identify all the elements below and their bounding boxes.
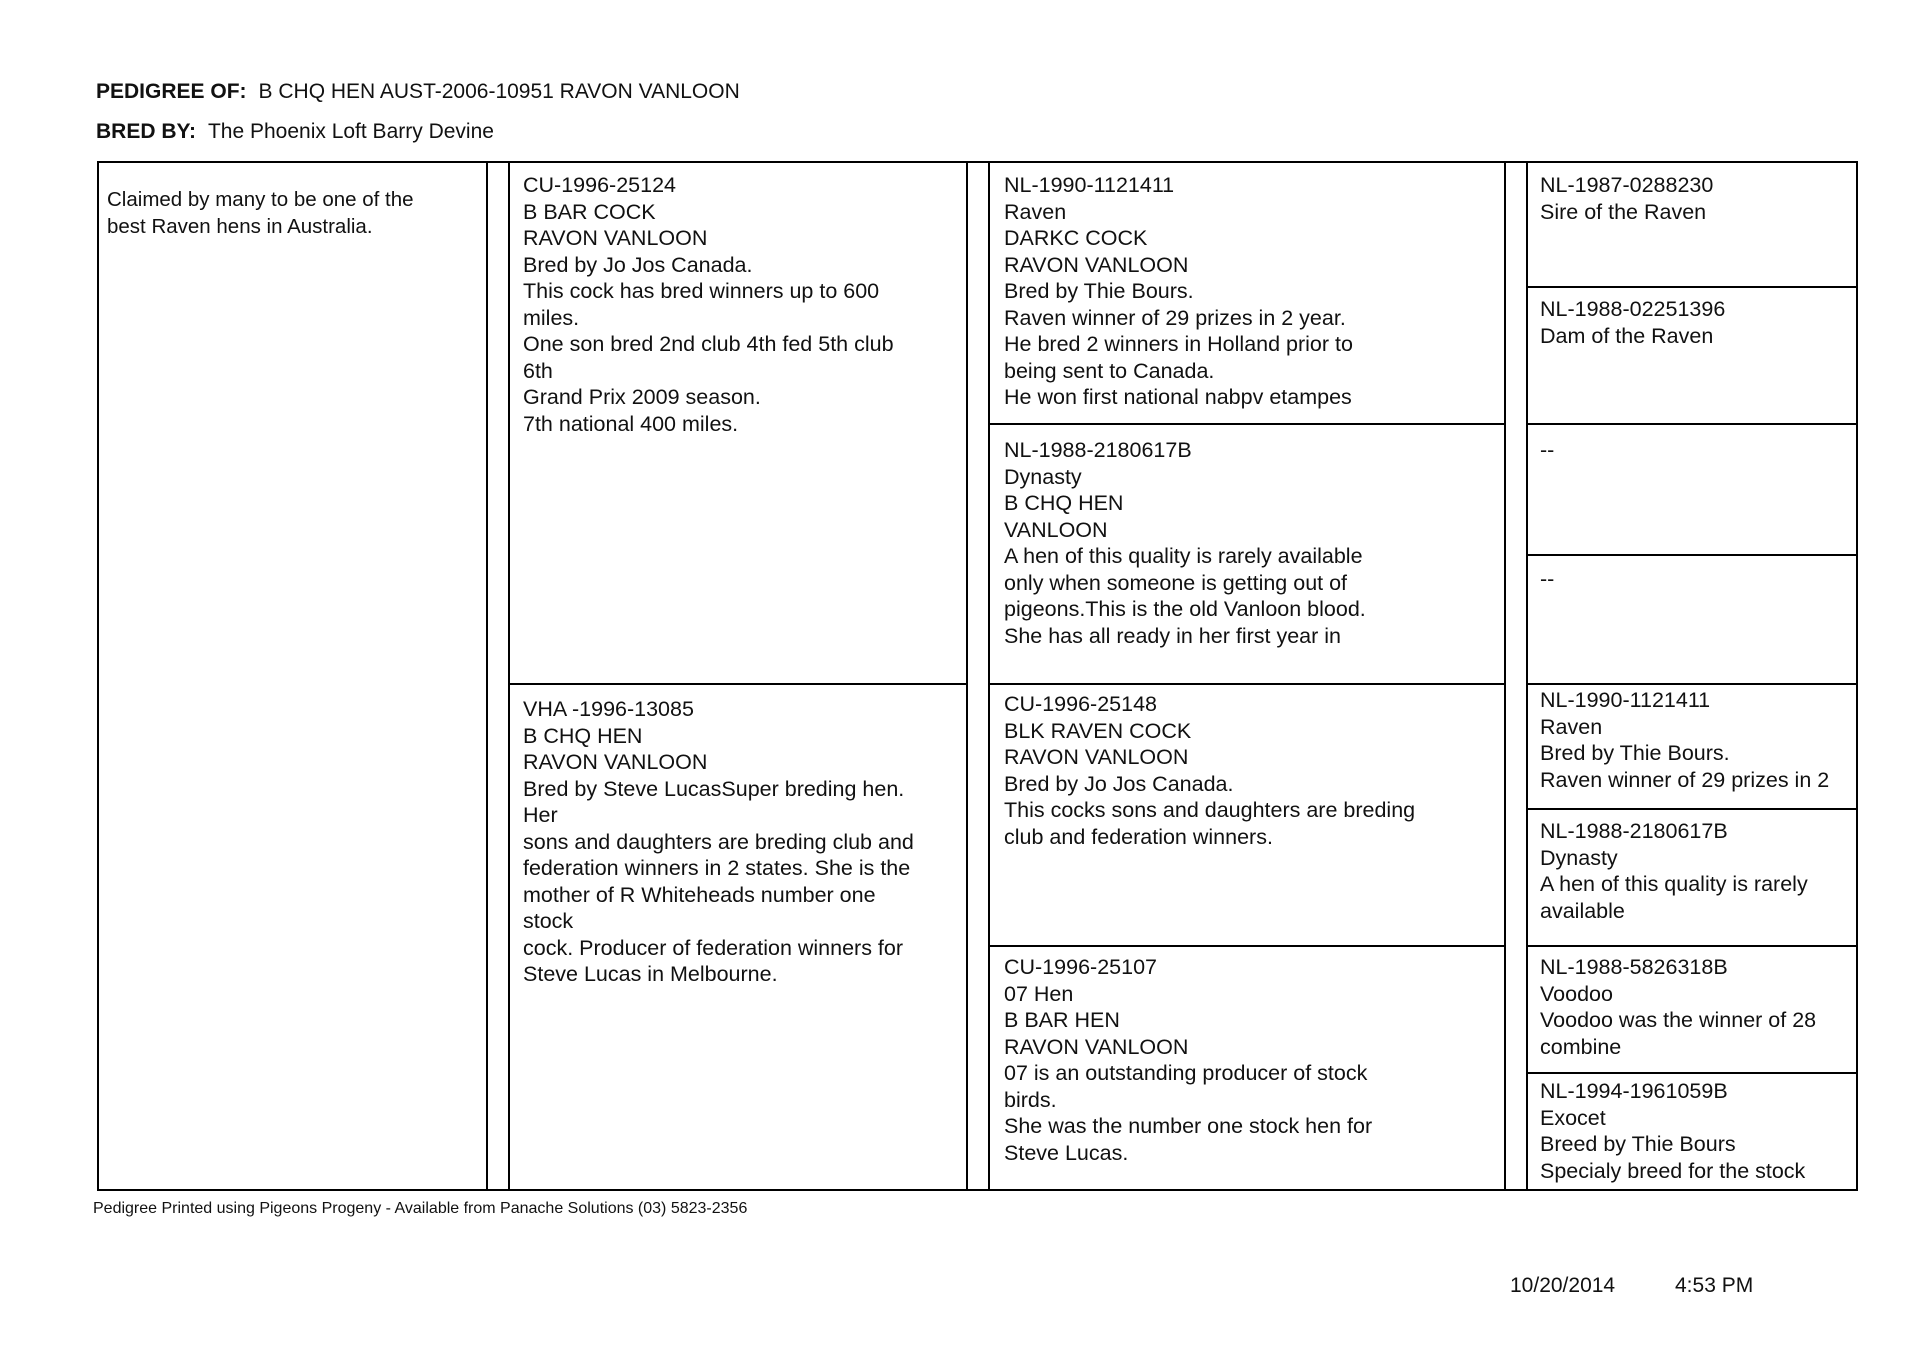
dam-dam-cell bbox=[1004, 954, 1502, 1166]
ring-number: NL-1988-02251396 bbox=[1540, 297, 1726, 321]
text-line: sons and daughters are breding club and bbox=[523, 829, 914, 854]
ring-number: NL-1990-1121411 bbox=[1004, 173, 1175, 197]
text-line: Exocet bbox=[1540, 1105, 1606, 1130]
ring-number: CU-1996-25107 bbox=[1004, 955, 1157, 979]
row-divider bbox=[1526, 808, 1858, 810]
text-line: Voodoo bbox=[1540, 981, 1613, 1006]
text-line: Dam of the Raven bbox=[1540, 323, 1714, 348]
text-line: Raven winner of 29 prizes in 2 year. bbox=[1004, 305, 1346, 330]
text-line: A hen of this quality is rarely available bbox=[1004, 544, 1363, 568]
bred-by-label: BRED BY: bbox=[96, 120, 196, 143]
text-line: federation winners in 2 states. She is the bbox=[523, 856, 911, 880]
text-line: Voodoo was the winner of 28 bbox=[1540, 1008, 1817, 1032]
text-line: 7th national 400 miles. bbox=[523, 411, 739, 436]
row-divider bbox=[988, 423, 1506, 425]
text-line: mother of R Whiteheads number one bbox=[523, 882, 876, 907]
text-line: Raven bbox=[1540, 714, 1603, 739]
text-line: B BAR COCK bbox=[523, 199, 656, 224]
text-line: combine bbox=[1540, 1034, 1622, 1059]
text-line: available bbox=[1540, 898, 1625, 923]
ring-number: VHA -1996-13085 bbox=[523, 697, 694, 721]
text-line: She has all ready in her first year in bbox=[1004, 623, 1341, 648]
text-line: A hen of this quality is rarely bbox=[1540, 872, 1808, 896]
row-divider bbox=[1526, 554, 1858, 556]
ring-number: NL-1990-1121411 bbox=[1540, 688, 1711, 712]
table-bottom-border bbox=[97, 1189, 1858, 1191]
footer-note: Pedigree Printed using Pigeons Progeny - Available from Panache Solutions (03) 5823-2356 bbox=[93, 1200, 748, 1217]
bred-by-header bbox=[96, 120, 494, 144]
gen3-cell-dss bbox=[1540, 687, 1854, 793]
table-top-border bbox=[97, 161, 1858, 163]
ring-number: CU-1996-25148 bbox=[1004, 692, 1157, 716]
dam-sire-cell bbox=[1004, 691, 1502, 850]
text-line: He won first national nabpv etampes bbox=[1004, 385, 1352, 409]
gen3-cell-dds bbox=[1540, 954, 1854, 1060]
text-line: BLK RAVEN COCK bbox=[1004, 718, 1192, 743]
print-time: 4:53 PM bbox=[1675, 1274, 1754, 1297]
sire-cell bbox=[523, 172, 963, 437]
text-line: Raven bbox=[1004, 199, 1067, 224]
sire-dam-cell bbox=[1004, 437, 1502, 649]
pedigree-header bbox=[96, 80, 740, 104]
text-line: VANLOON bbox=[1004, 517, 1108, 542]
table-left-border bbox=[97, 161, 99, 1191]
gen3-cell-ssd bbox=[1540, 296, 1854, 349]
subject-note bbox=[107, 186, 479, 240]
gen3-cell-sss bbox=[1540, 172, 1854, 225]
row-divider bbox=[1526, 423, 1858, 425]
dam-cell bbox=[523, 696, 963, 988]
text-line: This cocks sons and daughters are breding bbox=[1004, 798, 1416, 822]
text-line: being sent to Canada. bbox=[1004, 358, 1215, 383]
text-line: Raven winner of 29 prizes in 2 bbox=[1540, 767, 1830, 792]
text-line: best Raven hens in Australia. bbox=[107, 215, 373, 238]
text-line: Bred by Steve LucasSuper breding hen. bbox=[523, 776, 905, 801]
text-line: RAVON VANLOON bbox=[1004, 1034, 1189, 1059]
text-line: stock bbox=[523, 909, 574, 933]
text-line: -- bbox=[1540, 567, 1555, 591]
text-line: RAVON VANLOON bbox=[1004, 252, 1189, 277]
text-line: RAVON VANLOON bbox=[1004, 745, 1189, 769]
text-line: only when someone is getting out of bbox=[1004, 570, 1348, 595]
row-divider bbox=[1526, 945, 1858, 947]
text-line: One son bred 2nd club 4th fed 5th club bbox=[523, 332, 894, 356]
text-line: Bred by Thie Bours. bbox=[1004, 279, 1194, 303]
text-line: Claimed by many to be one of the bbox=[107, 188, 414, 211]
text-line: RAVON VANLOON bbox=[523, 226, 708, 250]
text-line: B CHQ HEN bbox=[523, 723, 643, 748]
text-line: Dynasty bbox=[1540, 845, 1618, 870]
ring-number: NL-1988-2180617B bbox=[1540, 819, 1728, 843]
bred-by-value: The Phoenix Loft Barry Devine bbox=[207, 120, 494, 143]
column-divider bbox=[508, 161, 510, 1191]
text-line: -- bbox=[1540, 438, 1555, 462]
gen3-cell-sds bbox=[1540, 437, 1854, 464]
text-line: Steve Lucas. bbox=[1004, 1140, 1129, 1165]
print-date: 10/20/2014 bbox=[1510, 1274, 1616, 1297]
text-line: This cock has bred winners up to 600 bbox=[523, 279, 880, 303]
text-line: pigeons.This is the old Vanloon blood. bbox=[1004, 597, 1366, 621]
text-line: Steve Lucas in Melbourne. bbox=[523, 962, 778, 986]
row-divider bbox=[1526, 286, 1858, 288]
row-divider bbox=[988, 683, 1506, 685]
text-line: B BAR HEN bbox=[1004, 1008, 1120, 1032]
column-divider bbox=[1504, 161, 1506, 1191]
ring-number: CU-1996-25124 bbox=[523, 173, 676, 197]
text-line: B CHQ HEN bbox=[1004, 491, 1124, 515]
text-line: Breed by Thie Bours bbox=[1540, 1132, 1736, 1156]
row-divider bbox=[1526, 683, 1858, 685]
pedigree-label: PEDIGREE OF: bbox=[96, 80, 247, 103]
gen3-cell-ddd bbox=[1540, 1078, 1854, 1184]
text-line: Bred by Jo Jos Canada. bbox=[523, 252, 753, 277]
text-line: birds. bbox=[1004, 1087, 1057, 1112]
gen3-cell-sdd bbox=[1540, 566, 1854, 593]
column-divider bbox=[988, 161, 990, 1191]
gen3-cell-dsd bbox=[1540, 818, 1854, 924]
text-line: Grand Prix 2009 season. bbox=[523, 385, 761, 409]
text-line: Specialy breed for the stock bbox=[1540, 1158, 1806, 1183]
text-line: 07 Hen bbox=[1004, 981, 1074, 1006]
column-divider bbox=[966, 161, 968, 1191]
text-line: Bred by Jo Jos Canada. bbox=[1004, 771, 1234, 796]
text-line: He bred 2 winners in Holland prior to bbox=[1004, 332, 1353, 356]
sire-sire-cell bbox=[1004, 172, 1502, 411]
row-divider bbox=[988, 945, 1506, 947]
text-line: RAVON VANLOON bbox=[523, 750, 708, 774]
ring-number: NL-1988-5826318B bbox=[1540, 955, 1728, 979]
text-line: miles. bbox=[523, 305, 580, 330]
pedigree-value: B CHQ HEN AUST-2006-10951 RAVON VANLOON bbox=[258, 80, 740, 103]
text-line: Sire of the Raven bbox=[1540, 199, 1707, 224]
row-divider bbox=[508, 683, 968, 685]
column-divider bbox=[486, 161, 488, 1191]
text-line: Bred by Thie Bours. bbox=[1540, 741, 1730, 765]
text-line: Her bbox=[523, 803, 558, 827]
row-divider bbox=[1526, 1072, 1858, 1074]
ring-number: NL-1994-1961059B bbox=[1540, 1079, 1728, 1103]
ring-number: NL-1987-0288230 bbox=[1540, 173, 1714, 197]
ring-number: NL-1988-2180617B bbox=[1004, 438, 1192, 462]
column-divider bbox=[1526, 161, 1528, 1191]
text-line: She was the number one stock hen for bbox=[1004, 1114, 1373, 1138]
text-line: DARKC COCK bbox=[1004, 226, 1148, 250]
text-line: club and federation winners. bbox=[1004, 824, 1273, 849]
table-right-border bbox=[1856, 161, 1858, 1191]
text-line: Dynasty bbox=[1004, 464, 1082, 489]
text-line: cock. Producer of federation winners for bbox=[523, 935, 904, 960]
text-line: 6th bbox=[523, 358, 553, 383]
text-line: 07 is an outstanding producer of stock bbox=[1004, 1061, 1368, 1085]
